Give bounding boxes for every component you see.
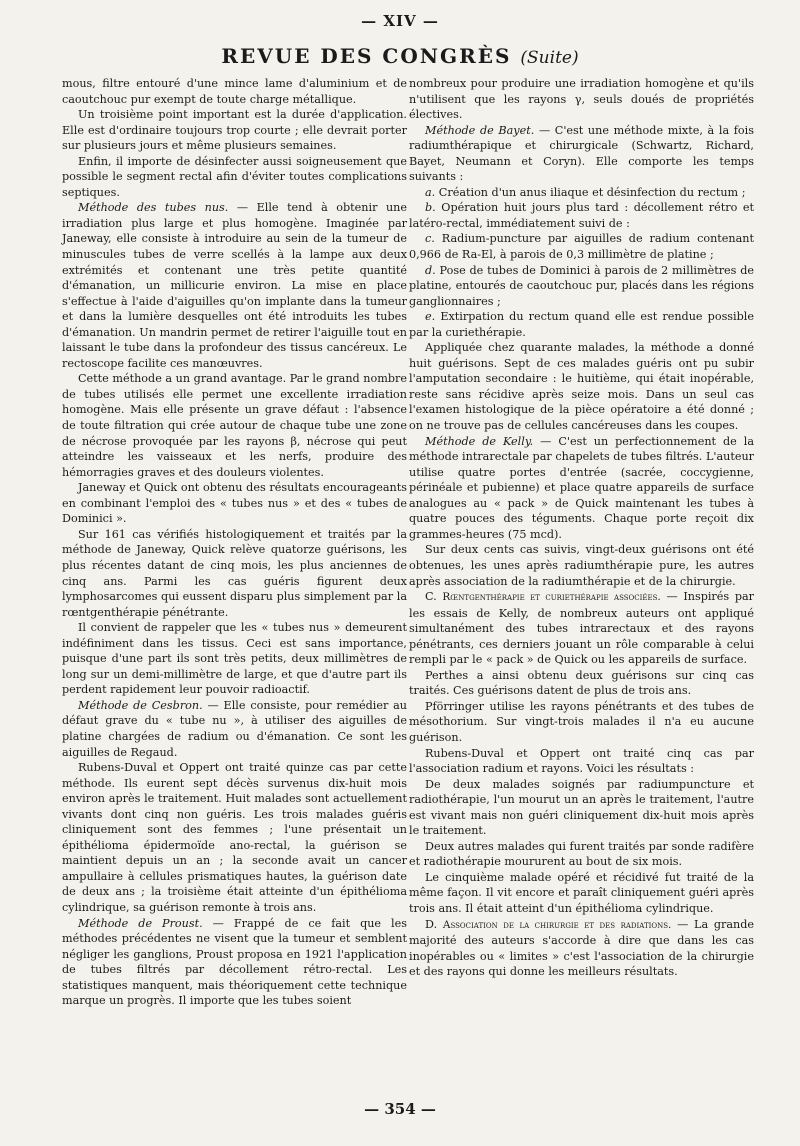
paragraph <box>62 200 407 371</box>
paragraph: Appliquée chez quarante malades, la méthode a donné huit guérisons. Sept de ces malades guéris ont pu subir l'amputation secondaire : le huitième, qui était inopérable, reste sans récidive après seize mois. Dans un seul cas l'examen histologique de la pièce opératoire a été donné ; on ne trouve pas de cellules cancéreuses dans les coupes. <box>409 341 754 433</box>
list-text: Radium-puncture par aiguilles de radium contenant 0,966 de Ra-El, à parois de 0,3 millimètre de platine ; <box>409 232 754 262</box>
paragraph: Perthes a ainsi obtenu deux guérisons sur cinq cas traités. Ces guérisons datent de plus de trois ans. <box>409 668 754 698</box>
paragraph-body: — Elle consiste, pour remédier au défaut grave du « tube nu », à utiliser des aiguilles de platine chargées de radium ou d'émanation. Ce sont les aiguilles de Regaud. <box>62 698 408 759</box>
section-title: Association de la chirurgie et des radiations. <box>442 918 672 931</box>
list-item <box>409 309 754 340</box>
section-d <box>409 917 754 980</box>
method-heading: Méthode de Proust. <box>78 916 203 930</box>
paragraph <box>409 123 754 185</box>
left-column <box>62 76 407 1009</box>
list-key: b. <box>425 201 436 215</box>
paragraph: Sur deux cents cas suivis, vingt-deux guérisons ont été obtenues, les unes après radiumthérapie pure, les autres après association de la radiumthérapie et de la chirurgie. <box>409 543 754 588</box>
list-item <box>409 231 754 262</box>
paragraph: mous, filtre entouré d'une mince lame d'aluminium et de caoutchouc pur exempt de toute charge métallique. <box>62 77 407 106</box>
paragraph: Enfin, il importe de désinfecter aussi soigneusement que possible le segment rectal afin d'éviter toutes complications septiques. <box>62 154 407 199</box>
list-text: Pose de tubes de Dominici à parois de 2 millimètres de platine, entourés de caoutchouc pur, placés dans les régions ganglionnaires ; <box>409 263 754 308</box>
paragraph: Rubens-Duval et Oppert ont traité cinq cas par l'association radium et rayons. Voici les résultats : <box>409 746 754 776</box>
paragraph: Rubens-Duval et Oppert ont traité quinze cas par cette méthode. Ils eurent sept décès survenus dix-huit mois environ après le traitement. Huit malades sont actuellement vivants dont cinq non guéris. Les trois malades guéris cliniquement sont des femmes ; l'une présentait un épithélioma épidermoïde ano-rectal, la guérison se maintient depuis un an ; la seconde avait un cancer ampullaire à cellules prismatiques hautes, la guérison date de deux ans ; la troisième était atteinte d'un épithélioma cylindrique, sa guérison remonte à trois ans. <box>62 761 407 914</box>
paragraph-body: — La grande majorité des auteurs s'accorde à dire que dans les cas inopérables ou « limites » c'est l'association de la chirurgie et des rayons qui donne les meilleurs résultats. <box>409 917 754 979</box>
paragraph: Pförringer utilise les rayons pénétrants et des tubes de mésothorium. Sur vingt-trois malades il n'a eu aucune guérison. <box>409 699 754 744</box>
page-header <box>0 44 800 68</box>
paragraph: Le cinquième malade opéré et récidivé fut traité de la même façon. Il vit encore et paraît cliniquement guéri après trois ans. Il était atteint d'un épithélioma cylindrique. <box>409 870 754 915</box>
section-title: Rœntgenthérapie et curiethérapie associées. <box>442 591 661 604</box>
paragraph: De deux malades soignés par radiumpuncture et radiothérapie, l'un mourut un an après le traitement, l'autre est vivant mais non guéri cliniquement dix-huit mois après le traitement. <box>409 777 754 838</box>
right-column <box>409 76 754 980</box>
paragraph-body: — Elle tend à obtenir une irradiation plus large et plus homogène. Imaginée par Janeway, elle consiste à introduire au sein de la tumeur de minuscules tubes de verre scellés à la lampe aux deux extrémités et contenant une très petite quantité d'émanation, un millicurie environ. La mise en place s'effectue à l'aide d'aiguilles qu'on implante dans la tumeur et dans la lumière desquelles ont été introduits les tubes d'émanation. Un mandrin permet de retirer l'aiguille tout en laissant le tube dans la profondeur des tissus cancéreux. Le rectoscope facilite ces manœuvres. <box>62 201 407 370</box>
list-key: d. <box>425 263 436 277</box>
list-item <box>409 200 754 231</box>
paragraph: Un troisième point important est la durée d'application. Elle est d'ordinaire toujours trop courte ; elle devrait porter sur plusieurs jours et même plusieurs semaines. <box>62 108 407 153</box>
list-item <box>409 263 754 310</box>
page-roman-numeral: — XIV — <box>361 12 439 30</box>
section-key: C. <box>425 590 437 604</box>
method-heading: Méthode de Bayet. <box>425 123 535 137</box>
paragraph-body: — C'est un perfectionnement de la méthode intrarectale par chapelets de tubes filtrés. L'auteur utilise quatre portes d'entrée (sacrée, coccygienne, périnéale et pubienne) et place quatre appareils de surface analogues au « pack » de Quick maintenant les tubes à quatre pouces des téguments. Chaque porte reçoit dix grammes-heures (75 mcd). <box>409 434 754 541</box>
list-key: c. <box>425 232 435 246</box>
list-text: Création d'un anus iliaque et désinfection du rectum ; <box>435 185 746 199</box>
page-number: — 354 — <box>364 1100 436 1118</box>
paragraph <box>62 916 407 1009</box>
paragraph <box>409 434 754 543</box>
list-key: a. <box>425 185 436 199</box>
header-title: REVUE DES CONGRÈS <box>221 44 512 68</box>
paragraph: Deux autres malades qui furent traités par sonde radifère et radiothérapie moururent au bout de six mois. <box>409 839 754 869</box>
list-text: Extirpation du rectum quand elle est rendue possible par la curiethérapie. <box>409 310 754 339</box>
method-heading: Méthode de Kelly. <box>425 434 534 448</box>
method-heading: Méthode des tubes nus. <box>78 201 229 215</box>
paragraph: Janeway et Quick ont obtenu des résultats encourageants en combinant l'emploi des « tubes nus » et des « tubes de Dominici ». <box>62 481 407 526</box>
list-key: e. <box>425 310 436 324</box>
section-c <box>409 589 754 668</box>
paragraph: Il convient de rappeler que les « tubes nus » demeurent indéfiniment dans les tissus. Ceci est sans importance, puisque d'une part ils sont très petits, deux millimètres de long sur un demi-millimètre de large, et que d'autre part ils perdent rapidement leur pouvoir radioactif. <box>62 621 407 697</box>
header-suite: (Suite) <box>520 48 579 68</box>
paragraph <box>62 698 407 760</box>
section-key: D. <box>425 917 438 931</box>
paragraph: Cette méthode a un grand avantage. Par le grand nombre de tubes utilisés elle permet une excellente irradiation homogène. Mais elle présente un grave défaut : l'absence de toute filtration qui crée autour de chaque tube une zone de nécrose provoquée par les rayons β, nécrose qui peut atteindre les vaisseaux et les nerfs, produire des hémorragies graves et des douleurs violentes. <box>62 372 407 479</box>
method-heading: Méthode de Cesbron. <box>78 698 203 712</box>
paragraph: nombreux pour produire une irradiation homogène et qu'ils n'utilisent que les rayons γ, seuls doués de propriétés électives. <box>409 77 754 122</box>
list-text: Opération huit jours plus tard : décollement rétro et latéro-rectal, immédiatement suivi de : <box>409 201 754 230</box>
list-item <box>409 185 754 201</box>
paragraph-body: — C'est une méthode mixte, à la fois radiumthérapique et chirurgicale (Schwartz, Richard, Bayet, Neumann et Coryn). Elle comporte les temps suivants : <box>409 123 754 184</box>
paragraph: Sur 161 cas vérifiés histologiquement et traités par la méthode de Janeway, Quick relève quatorze guérisons, les plus récentes datant de cinq mois, les plus anciennes de cinq ans. Parmi les cas guéris figurent deux lymphosarcomes qui eussent disparu plus simplement par la rœntgenthérapie pénétrante. <box>62 527 407 619</box>
paragraph-body: — Frappé de ce fait que les méthodes précédentes ne visent que la tumeur et semblent négliger les ganglions, Proust proposa en 1921 l'application de tubes filtrés par décollement rétro-rectal. Les statistiques manquent, mais théoriquement cette technique marque un progrès. Il importe que les tubes soient <box>62 916 407 1008</box>
paragraph-body: — Inspirés par les essais de Kelly, de nombreux auteurs ont appliqué simultanément des tubes intrarectaux et des rayons pénétrants, ces derniers jouant un rôle comparable à celui rempli par le « pack » de Quick ou les appareils de surface. <box>409 590 754 667</box>
